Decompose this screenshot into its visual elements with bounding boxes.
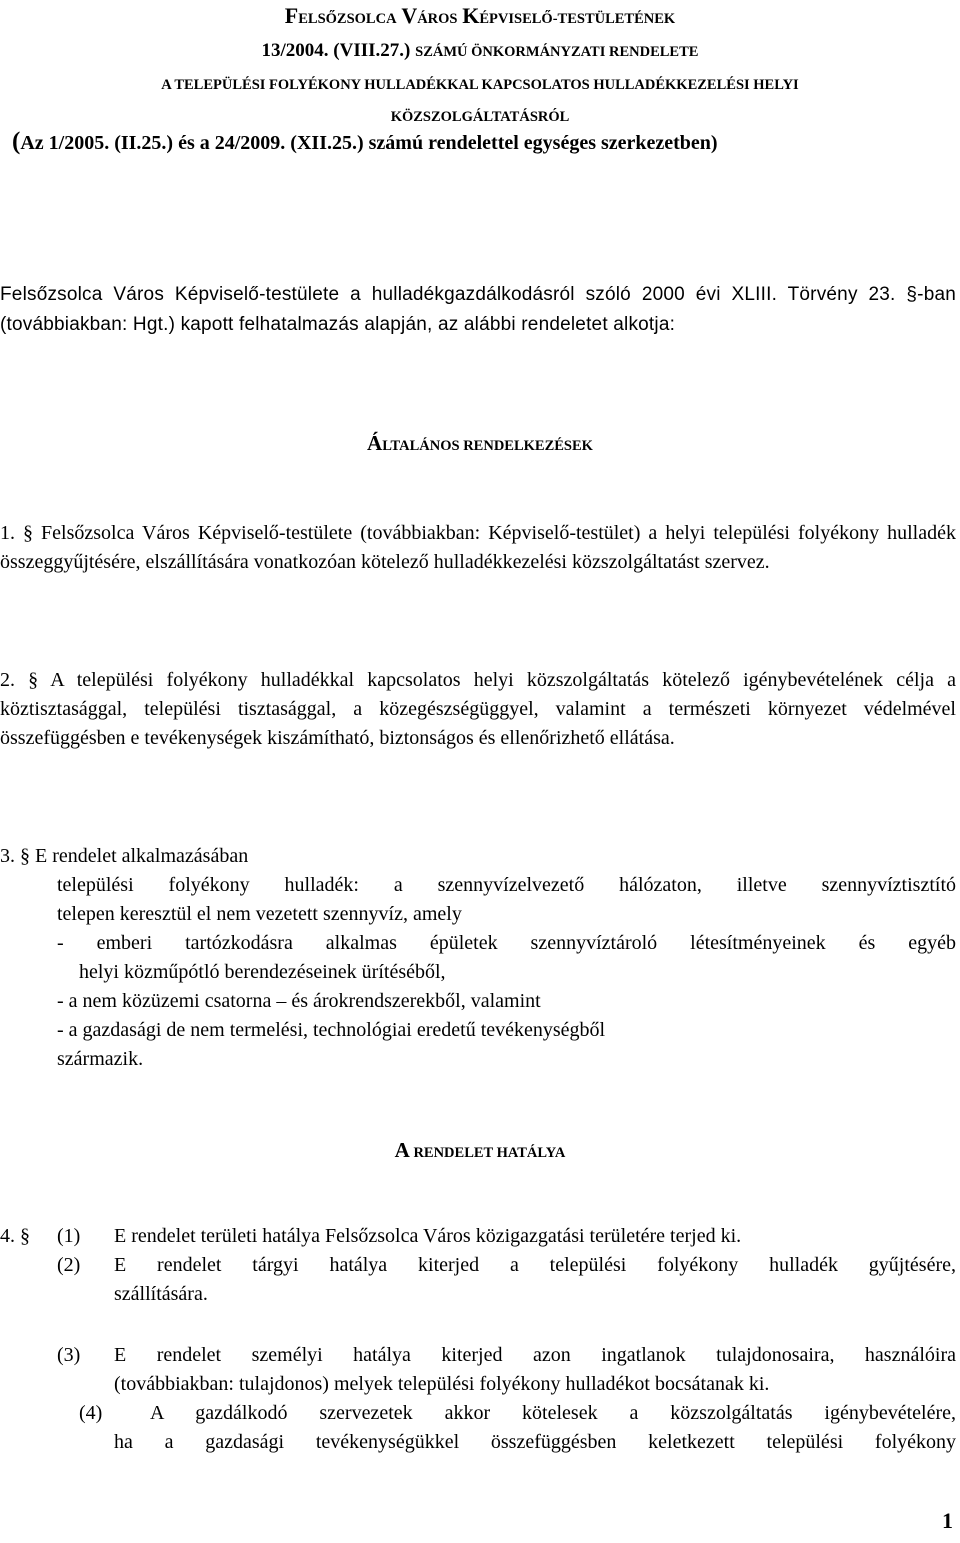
section-3-bullet-2: - a nem közüzemi csatorna – és árokrendszerekből, valamint xyxy=(57,990,541,1012)
title-line-2 xyxy=(0,39,960,64)
title-line-4: KÖZSZOLGÁLTATÁSRÓL xyxy=(390,109,570,125)
title-number: 13/2004. (VIII.27.) xyxy=(261,40,411,61)
amendment-note: (Az 1/2005. (II.25.) és a 24/2009. (XII.25.) számú rendelettel egységes szerkezetben) xyxy=(12,128,718,155)
section-2: 2. § A települési folyékony hulladékkal kapcsolatos helyi közszolgáltatás kötelező igénybevételének célja a köztisztasággal, települési tisztasággal, a közegészségüggyel, valamint a természeti környezet védelmével összefüggésben e tevékenységek kiszámítható, biztonságos és ellenőrizhető ellátása. xyxy=(0,669,956,749)
subsection-2-line-2: szállítására. xyxy=(114,1283,208,1305)
title-rest: SZÁMÚ ÖNKORMÁNYZATI RENDELETE xyxy=(415,44,699,60)
page-number: 1 xyxy=(942,1508,953,1533)
preamble: Felsőzsolca Város Képviselő-testülete a hulladékgazdálkodásról szóló 2000 évi XLIII. Törvény 23. §-ban (továbbiakban: Hgt.) kapott felhatalmazás alapján, az alábbi rendeletet alkotja: xyxy=(0,284,956,335)
section-3-bullet-1: - emberi tartózkodásra alkalmas épületek szennyvíztároló létesítményeinek és egyéb xyxy=(57,932,956,954)
heading-general-provisions: ÁLTALÁNOS RENDELKEZÉSEK xyxy=(367,431,593,455)
subsection-3-line-1: E rendelet személyi hatálya kiterjed azon ingatlanok tulajdonosaira, használóira xyxy=(114,1344,956,1366)
section-3-line-1: települési folyékony hulladék: a szennyvízelvezető hálózaton, illetve szennyvíztisztító xyxy=(57,874,956,896)
section-1: 1. § Felsőzsolca Város Képviselő-testülete (továbbiakban: Képviselő-testület) a helyi települési folyékony hulladék összeggyűjtésére, elszállítására vonatkozóan kötelező hulladékkezelési közszolgáltatást szervez. xyxy=(0,522,956,573)
subsection-1-text: E rendelet területi hatálya Felsőzsolca Város közigazgatási területére terjed ki. xyxy=(114,1225,742,1247)
section-3-head: 3. § E rendelet alkalmazásában xyxy=(0,845,249,867)
subsection-4-line-1: A gazdálkodó szervezetek akkor kötelesek a közszolgáltatás igénybevételére, xyxy=(150,1402,956,1424)
subsection-2-line-1: E rendelet tárgyi hatálya kiterjed a települési folyékony hulladék gyűjtésére, xyxy=(114,1254,956,1276)
section-3-bullet-3: - a gazdasági de nem termelési, technológiai eredetű tevékenységből xyxy=(57,1019,606,1041)
title-word-3: KÉPVISELŐ-TESTÜLETÉNEK xyxy=(462,3,676,28)
heading-scope: A RENDELET HATÁLYA xyxy=(394,1138,566,1162)
section-3-tail: származik. xyxy=(57,1048,144,1070)
section-4-number: 4. § xyxy=(0,1225,30,1247)
subsection-3-label: (3) xyxy=(57,1344,81,1366)
section-3-bullet-1-cont: helyi közműpótló berendezéseinek ürítéséből, xyxy=(79,961,446,983)
subsection-4-label: (4) xyxy=(79,1402,103,1424)
subsection-1-label: (1) xyxy=(57,1225,81,1247)
title-line-3: A TELEPÜLÉSI FOLYÉKONY HULLADÉKKAL KAPCSOLATOS HULLADÉKKEZELÉSI HELYI xyxy=(161,77,799,93)
subsection-4-line-2: ha a gazdasági tevékenységükkel összefüggésben keletkezett települési folyékony xyxy=(114,1431,956,1453)
title-word-1: FELSŐZSOLCA xyxy=(284,3,397,28)
section-3-line-2: telepen keresztül el nem vezetett szennyvíz, amely xyxy=(57,903,462,925)
subsection-2-label: (2) xyxy=(57,1254,81,1276)
subsection-3-line-2: (továbbiakban: tulajdonos) melyek települési folyékony hulladékot bocsátanak ki. xyxy=(114,1373,770,1395)
title-line-1 xyxy=(0,4,960,31)
title-word-2: VÁROS xyxy=(401,3,458,28)
